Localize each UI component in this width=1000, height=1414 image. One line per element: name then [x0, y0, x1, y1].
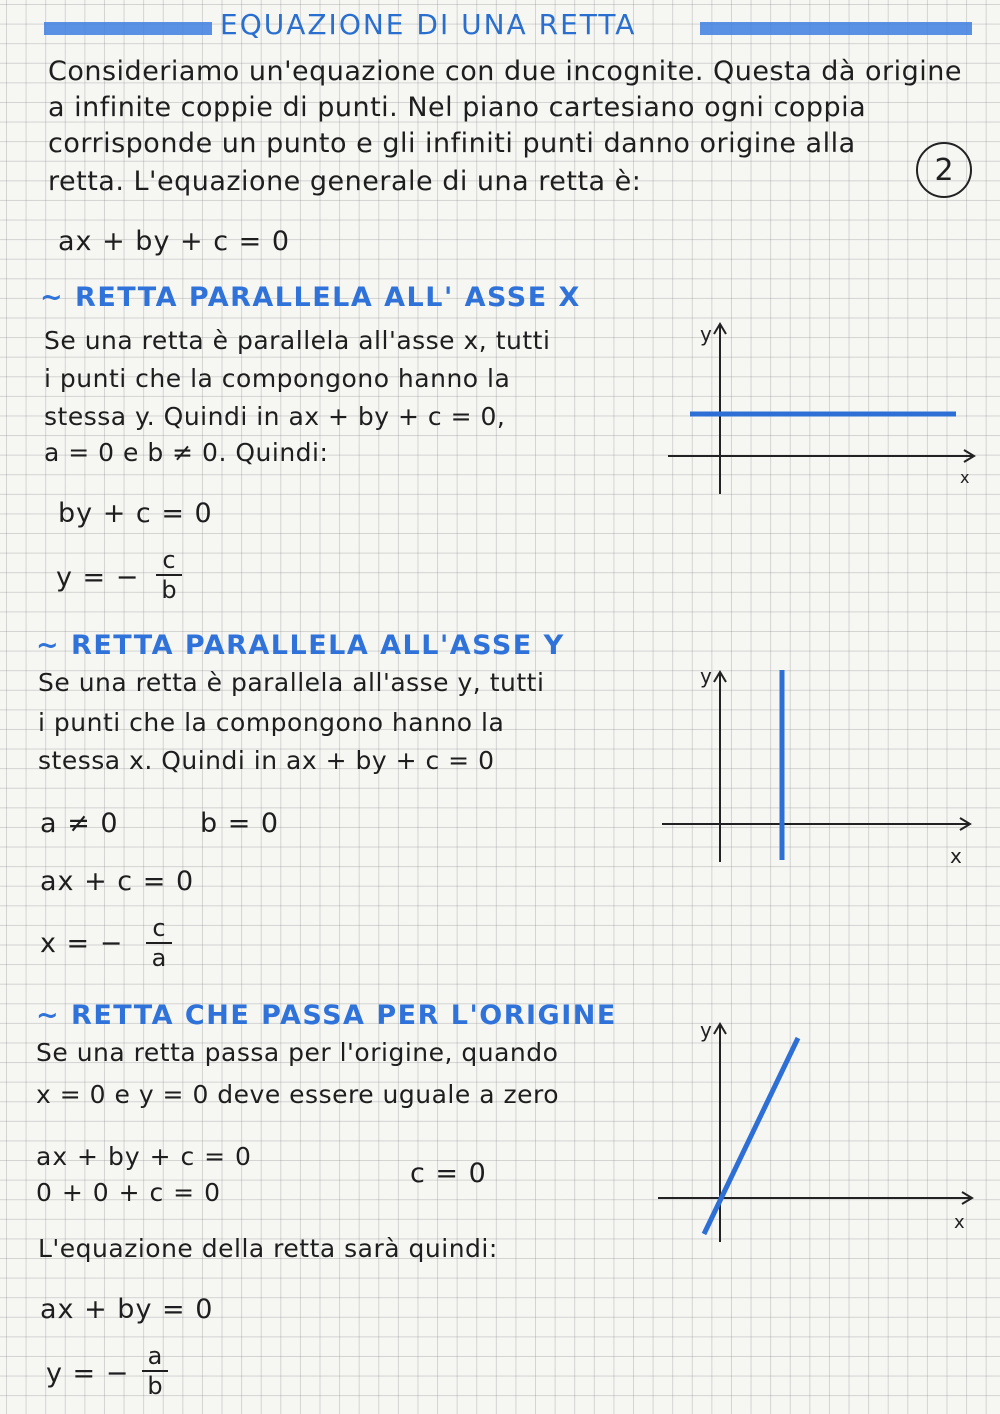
fraction-numerator: c: [152, 914, 166, 942]
graph2-y-label: y: [700, 664, 712, 688]
section2-cond-a: a ≠ 0: [40, 808, 119, 839]
section3-eq-4-lhs: y = −: [46, 1358, 130, 1389]
section3-eq-2: 0 + 0 + c = 0: [36, 1178, 221, 1207]
section2-eq-2-lhs: x = −: [40, 928, 124, 959]
intro-line-2: a infinite coppie di punti. Nel piano cartesiano ogni coppia: [48, 92, 867, 123]
section3-conclusion: L'equazione della retta sarà quindi:: [38, 1234, 498, 1263]
graph-origin-line: [650, 1016, 980, 1246]
fraction-denominator: a: [151, 944, 167, 972]
graph3-x-label: x: [954, 1212, 965, 1233]
section2-eq-1: ax + c = 0: [40, 866, 195, 897]
section1-fraction: [156, 548, 182, 602]
page-number-badge: [916, 142, 972, 198]
fraction-numerator: c: [162, 546, 176, 574]
page-title: EQUAZIONE DI UNA RETTA: [220, 8, 637, 41]
intro-line-1: Consideriamo un'equazione con due incognite. Questa dà origine: [48, 56, 963, 87]
page-number: 2: [934, 152, 954, 188]
section1-eq-1: by + c = 0: [58, 498, 213, 529]
fraction-numerator: a: [147, 1342, 163, 1370]
section3-result: c = 0: [410, 1158, 487, 1189]
section2-line-2: i punti che la compongono hanno la: [38, 708, 505, 737]
graph1-y-label: y: [700, 322, 712, 346]
title-highlight-right: [700, 22, 972, 35]
section2-line-3: stessa x. Quindi in ax + by + c = 0: [38, 746, 495, 775]
section3-eq-1: ax + by + c = 0: [36, 1142, 252, 1171]
section1-line-3: stessa y. Quindi in ax + by + c = 0,: [44, 402, 506, 431]
section-heading-parallel-x: ~ RETTA PARALLELA ALL' ASSE X: [40, 282, 581, 313]
graph2-x-label: x: [950, 844, 962, 868]
title-highlight-left: [44, 22, 212, 35]
section2-cond-b: b = 0: [200, 808, 280, 839]
fraction-denominator: b: [161, 576, 177, 604]
graph-vertical-line: [656, 664, 976, 864]
section-heading-parallel-y: ~ RETTA PARALLELA ALL'ASSE Y: [36, 630, 565, 661]
intro-line-3: corrisponde un punto e gli infiniti punti danno origine alla: [48, 128, 856, 159]
section1-line-4: a = 0 e b ≠ 0. Quindi:: [44, 438, 329, 467]
section3-line-1: Se una retta passa per l'origine, quando: [36, 1038, 559, 1067]
section1-eq-2-lhs: y = −: [56, 562, 140, 593]
general-equation: ax + by + c = 0: [58, 226, 291, 257]
intro-line-4: retta. L'equazione generale di una retta è:: [48, 166, 642, 197]
graph3-y-label: y: [700, 1018, 712, 1042]
graph1-x-label: x: [960, 468, 970, 487]
section2-line-1: Se una retta è parallela all'asse y, tutti: [38, 668, 545, 697]
section1-line-2: i punti che la compongono hanno la: [44, 364, 511, 393]
section3-fraction: [142, 1344, 168, 1398]
origin-line: [704, 1038, 798, 1234]
section-heading-through-origin: ~ RETTA CHE PASSA PER L'ORIGINE: [36, 1000, 617, 1031]
section1-line-1: Se una retta è parallela all'asse x, tutti: [44, 326, 551, 355]
fraction-denominator: b: [147, 1372, 163, 1400]
section3-eq-3: ax + by = 0: [40, 1294, 214, 1325]
section2-fraction: [146, 916, 172, 970]
section3-line-2: x = 0 e y = 0 deve essere uguale a zero: [36, 1080, 559, 1109]
